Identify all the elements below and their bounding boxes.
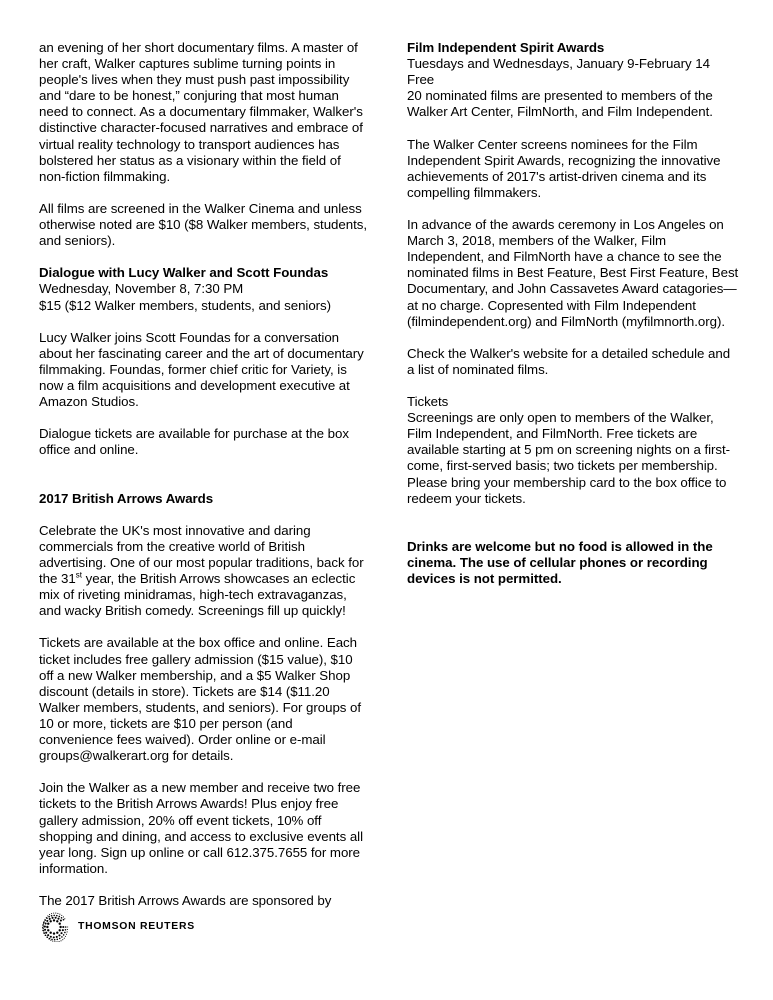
tickets-body: Screenings are only open to members of the Walker, Film Independent, and FilmNorth. Free tickets are available starting at 5 pm on screening nights on a first-come, first-served basis; two tickets per membership. Please bring your membership card to the box office to redeem your tickets. — [407, 410, 731, 506]
british-arrows-membership-paragraph: Join the Walker as a new member and receive two free tickets to the British Arrows Awards! Plus enjoy free gallery admission, 20% off event tickets, 10% off shopping and dining, and access to exclusive events all year long. Sign up online or call 612.375.7655 for more information. — [39, 780, 363, 876]
thomson-reuters-radial-dots-icon — [39, 912, 69, 942]
heading-spacer — [39, 507, 369, 523]
dialogue-event-title: Dialogue with Lucy Walker and Scott Foundas — [39, 265, 329, 281]
left-column — [39, 40, 369, 942]
british-arrows-description-part-two: year, the British Arrows showcases an eclectic mix of riveting minidramas, high-tech extravaganzas, and wacky British comedy. Screenings fill up quickly! — [39, 571, 356, 619]
pricing-note-paragraph: All films are screened in the Walker Cinema and unless otherwise noted are $10 ($8 Walker members, students, and seniors). — [39, 200, 367, 249]
ordinal-suffix: st — [75, 570, 82, 580]
dialogue-event-block — [39, 265, 369, 313]
screening-description-paragraph: The Walker Center screens nominees for the Film Independent Spirit Awards, recognizing the innovative achievements of 2017's artist-driven cinema and its compelling filmmakers. — [407, 136, 721, 200]
spirit-awards-summary: 20 nominated films are presented to members of the Walker Art Center, FilmNorth, and Film Independent. — [407, 88, 713, 120]
spirit-awards-title: Film Independent Spirit Awards — [407, 40, 605, 55]
spirit-awards-price: Free — [407, 72, 435, 88]
dialogue-tickets-paragraph: Dialogue tickets are available for purchase at the box office and online. — [39, 426, 349, 458]
dialogue-event-date-time: Wednesday, November 8, 7:30 PM — [39, 281, 244, 297]
website-note-paragraph: Check the Walker's website for a detailed schedule and a list of nominated films. — [407, 345, 731, 377]
british-arrows-title: 2017 British Arrows Awards — [39, 490, 214, 506]
dialogue-event-price: $15 ($12 Walker members, students, and seniors) — [39, 297, 332, 313]
ceremony-description-paragraph: In advance of the awards ceremony in Los Angeles on March 3, 2018, members of the Walker, Film Independent, and FilmNorth have a chance to see the nominated films in Best Feature, Best First Feature, Best Documentary, and John Cassavetes Award catagories—at no charge. Copresented with Film Independent (filmindependent.org) and FilmNorth (myfilmnorth.org). — [407, 217, 739, 329]
section-spacer — [39, 475, 369, 491]
tickets-label: Tickets — [407, 394, 449, 410]
british-arrows-tickets-paragraph: Tickets are available at the box office and online. Each ticket includes free gallery admission ($15 value), $10 off a new Walker membership, and a $5 Walker Shop discount (details in store). Tickets are $14 ($11.20 Walker members, students, and seniors). For groups of 10 or more, tickets are $10 per person (and convenience fees waived). Order online or e-mail groups@walkerart.org for details. — [39, 635, 362, 764]
british-arrows-description-paragraph — [39, 523, 369, 620]
british-arrows-description-part-one: Celebrate the UK's most innovative and daring commercials from the creative world of British advertising. One of our most popular traditions, back for the 31 — [39, 522, 364, 587]
sponsor-logo — [39, 912, 369, 942]
policy-notice: Drinks are welcome but no food is allowed in the cinema. The use of cellular phones or recording devices is not permitted. — [407, 538, 713, 587]
tickets-block — [407, 394, 741, 507]
spirit-awards-block — [407, 40, 741, 120]
sponsor-line: The 2017 British Arrows Awards are sponsored by — [39, 892, 332, 908]
dialogue-description-paragraph: Lucy Walker joins Scott Foundas for a conversation about her fascinating career and the art of documentary filmmaking. Foundas, former chief critic for Variety, is now a film acquisitions and development executive at Amazon Studios. — [39, 329, 364, 410]
intro-continued-paragraph: an evening of her short documentary films. A master of her craft, Walker captures sublime turning points in people's lives when they must push past impossibility and “dare to be honest,” conjuring that most human need to connect. As a documentary filmmaker, Walker's distinctive character-focused narratives and embrace of virtual reality technology to transport audiences has bolstered her status as a visionary within the field of non-fiction filmmaking. — [39, 40, 363, 184]
sponsor-wordmark: THOMSON REUTERS — [78, 921, 195, 933]
spirit-awards-dates: Tuesdays and Wednesdays, January 9-February 14 — [407, 56, 710, 72]
policy-spacer — [407, 523, 741, 539]
right-column — [407, 40, 741, 587]
